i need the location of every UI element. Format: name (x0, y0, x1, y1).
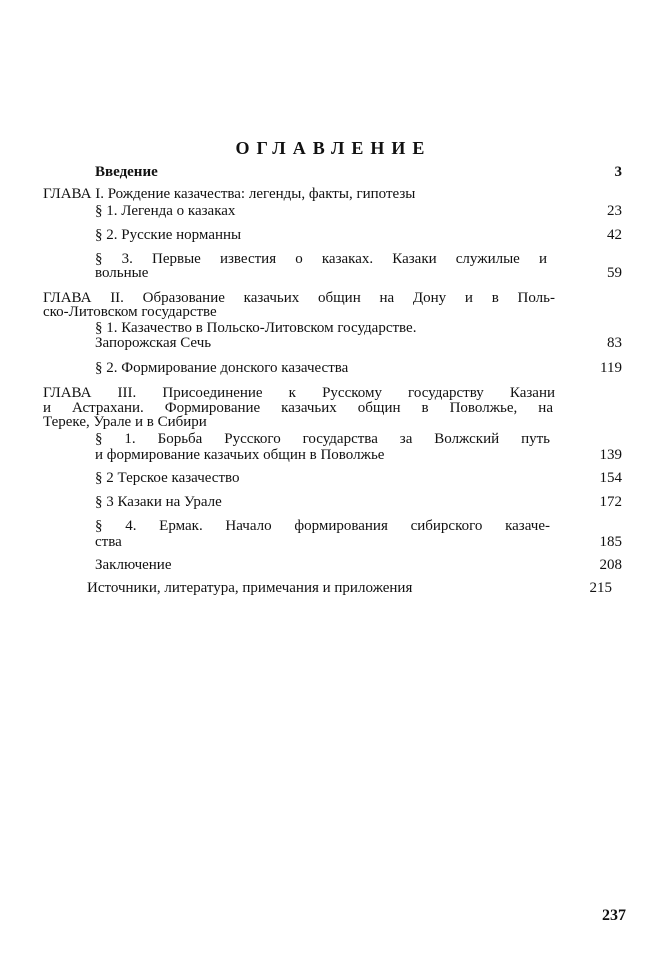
chapter-heading-line: ГЛАВА III. Присоединение к Русскому государству Казани (43, 385, 555, 401)
entry-page: 83 (607, 335, 622, 351)
entry-page: 42 (607, 227, 622, 243)
toc-title: ОГЛАВЛЕНИЕ (235, 138, 432, 158)
entry-label: § 2 Терское казачество (95, 470, 240, 486)
chapter-heading: ГЛАВА I. Рождение казачества: легенды, факты, гипотезы (43, 186, 416, 202)
entry-label: Введение (95, 164, 158, 180)
entry-label: § 2. Русские норманны (95, 227, 242, 243)
entry-page: 215 (589, 580, 612, 596)
entry-page: 119 (600, 360, 622, 376)
entry-label: § 2. Формирование донского казачества (95, 360, 349, 376)
chapter-heading-line: и Астрахани. Формирование казачьих общин в Поволжье, на (43, 400, 553, 416)
entry-page: 59 (607, 265, 622, 281)
entry-page: 208 (599, 557, 622, 573)
entry-label-line: § 4. Ермак. Начало формирования сибирского казаче- (95, 518, 550, 534)
entry-label-line: ства (95, 534, 122, 550)
entry-label-line: § 1. Казачество в Польско-Литовском государстве. (95, 320, 417, 336)
entry-label: § 3 Казаки на Урале (95, 494, 222, 510)
entry-label-line: § 3. Первые известия о казаках. Казаки служилые и (95, 251, 547, 267)
entry-page: 139 (599, 447, 622, 463)
entry-label: § 1. Легенда о казаках (95, 203, 236, 219)
entry-page: 3 (614, 164, 622, 180)
entry-label-line: § 1. Борьба Русского государства за Волжский путь (95, 431, 550, 447)
entry-label-line: вольные (95, 265, 149, 281)
entry-label: Заключение (95, 557, 172, 573)
entry-label-line: и формирование казачьих общин в Поволжье (95, 447, 385, 463)
entry-page: 172 (599, 494, 622, 510)
entry-page: 185 (599, 534, 622, 550)
entry-page: 23 (607, 203, 622, 219)
chapter-heading-line: ГЛАВА II. Образование казачьих общин на Дону и в Поль- (43, 290, 555, 306)
entry-label: Источники, литература, примечания и приложения (87, 580, 413, 596)
page-number: 237 (602, 907, 626, 924)
entry-page: 154 (599, 470, 622, 486)
chapter-heading-line: ско-Литовском государстве (43, 304, 217, 320)
chapter-heading-line: Тереке, Урале и в Сибири (43, 414, 207, 430)
entry-label-line: Запорожская Сечь (95, 335, 212, 351)
